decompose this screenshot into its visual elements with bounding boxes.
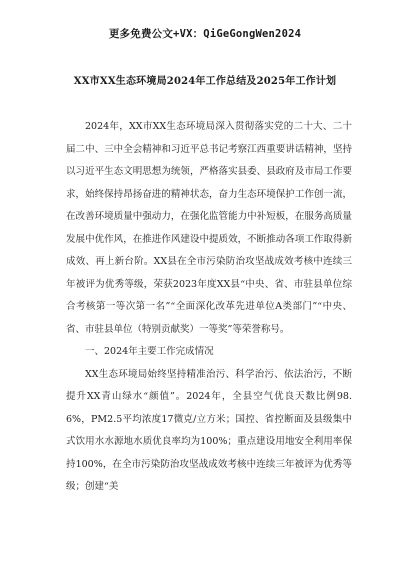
intro-paragraph: 2024年，XX市XX生态环境局深入贯彻落实党的二十大、二十届二中、三中全会精神和习近平总书记考察江西重要讲话精神，坚持以习近平生态文明思想为统领，严格落实县委、县政府及市局工作要求，始终保持昂扬奋进的精神状态，奋力生态环境保护工作创一流，在改善环境质量中强动力，在强化监管能力中补短板，在服务高质量发展中优作风，在推进作风建设中提质效，不断推动各项工作取得新成效、再上新台阶。XX县在全市污染防治攻坚战成效考核中连续三年被评为优秀等级，荣获2023年度XX县“中央、省、市驻县单位综合考核第一等次第一名”“全面深化改革先进单位A类部门”“中央、省、市驻县单位（特别贡献奖）一等奖”等荣誉称号。	[66, 121, 352, 335]
section-paragraph: XX生态环境局始终坚持精准治污、科学治污、依法治污，不断提升XX青山绿水“颜值”。2024年，全县空气优良天数比例98.6%，PM2.5平均浓度17微克/立方米；国控、省控断面及县级集中式饮用水水源地水质优良率均为100%；重点建设用地安全利用率保持100%，在全市污染防治攻坚战成效考核中连续三年被评为优秀等级；创建“美	[66, 368, 352, 492]
document-title: XX市XX生态环境局2024年工作总结及2025年工作计划	[73, 76, 337, 87]
watermark-header: 更多免费公文+VX：QiGeGongWen2024	[108, 28, 302, 40]
section-heading: 一、2024年主要工作完成情况	[85, 346, 214, 357]
document-body	[66, 116, 352, 499]
